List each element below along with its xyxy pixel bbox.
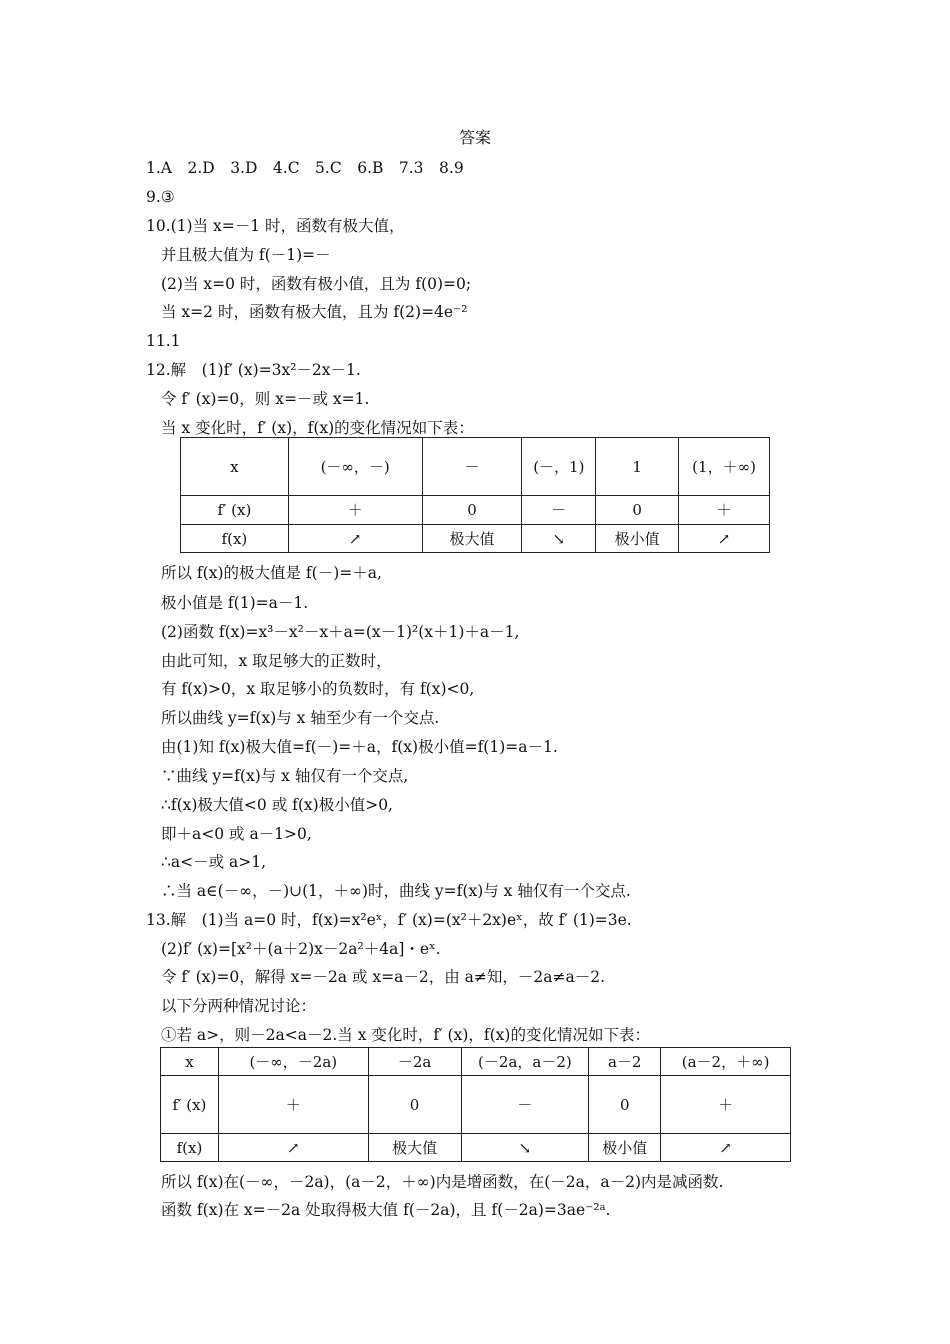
answer-line-27: ①若 a>，则－2a<a－2.当 x 变化时，f′ (x)，f(x)的变化情况如下表： [161,1026,650,1044]
table-cell: ＋ [661,1076,791,1134]
table-cell: x [181,438,289,496]
answer-line-8: 12.解 (1)f′ (x)=3x²－2x－1. [146,361,361,379]
answer-line-10: 当 x 变化时，f′ (x)，f(x)的变化情况如下表： [161,419,474,437]
answer-line-9: 令 f′ (x)=0，则 x=－或 x=1. [161,390,370,408]
table-row [181,438,770,496]
table-cell: f′ (x) [181,496,289,525]
table-cell: －2a [368,1048,461,1076]
answer-line-24: (2)f′ (x)=[x²＋(a＋2)x－2a²＋4a]・eˣ. [161,940,441,958]
table-cell: f(x) [161,1134,219,1162]
table-cell: － [522,496,596,525]
table-row [161,1048,791,1076]
table-cell: ↘ [522,525,596,553]
table-cell: 1 [596,438,679,496]
table-cell: ↗ [218,1134,368,1162]
table-cell: － [461,1076,589,1134]
answer-line-20: 即＋a<0 或 a－1>0, [161,825,312,843]
answer-line-12: 极小值是 f(1)=a－1. [161,594,309,612]
table-cell: x [161,1048,219,1076]
table-cell: 0 [596,496,679,525]
table-cell: (－∞，－2a) [218,1048,368,1076]
answer-line-25: 令 f′ (x)=0，解得 x=－2a 或 x=a－2，由 a≠知，－2a≠a－2. [161,968,606,986]
table-cell: ↗ [661,1134,791,1162]
table-row [181,525,770,553]
table-cell: 极小值 [589,1134,661,1162]
answer-line-22: ∴当 a∈(－∞，－)∪(1，＋∞)时，曲线 y=f(x)与 x 轴仅有一个交点. [161,882,631,900]
answer-line-6: 当 x=2 时，函数有极大值，且为 f(2)=4e⁻² [161,303,468,321]
answer-line-4: 并且极大值为 f(－1)=－ [161,246,331,264]
page-title: 答案 [458,128,491,147]
answer-line-5: (2)当 x=0 时，函数有极小值，且为 f(0)=0; [161,275,472,293]
answer-line-13: (2)函数 f(x)=x³－x²－x＋a=(x－1)²(x＋1)＋a－1, [161,623,520,641]
answer-line-28: 所以 f(x)在(－∞，－2a)，(a－2，＋∞)内是增函数，在(－2a，a－2)内是减函数. [161,1173,724,1191]
answer-line-7: 11.1 [146,332,181,350]
answer-line-2: 9.③ [146,188,175,206]
table-cell: － [422,438,522,496]
table-cell: (a－2，＋∞) [661,1048,791,1076]
table-cell: 极大值 [368,1134,461,1162]
table-cell: 极小值 [596,525,679,553]
answer-line-11: 所以 f(x)的极大值是 f(－)=＋a, [161,564,382,582]
table-row [181,496,770,525]
table-cell: 0 [422,496,522,525]
table-cell: 极大值 [422,525,522,553]
answer-line-3: 10.(1)当 x=－1 时，函数有极大值， [146,217,405,235]
table-cell: 0 [368,1076,461,1134]
variation-table-2 [160,1047,791,1162]
answer-line-26: 以下分两种情况讨论： [161,997,317,1015]
table-cell: a－2 [589,1048,661,1076]
table-cell: (－，1) [522,438,596,496]
answer-line-1: 1.A 2.D 3.D 4.C 5.C 6.B 7.3 8.9 [146,159,464,177]
answer-line-19: ∴f(x)极大值<0 或 f(x)极小值>0, [161,796,393,814]
answer-line-16: 所以曲线 y=f(x)与 x 轴至少有一个交点. [161,709,440,727]
answer-line-17: 由(1)知 f(x)极大值=f(－)=＋a，f(x)极小值=f(1)=a－1. [161,738,558,756]
answer-line-18: ∵曲线 y=f(x)与 x 轴仅有一个交点, [161,767,409,785]
table-cell: ↘ [461,1134,589,1162]
table-cell: ＋ [288,496,422,525]
answer-line-15: 有 f(x)>0，x 取足够小的负数时，有 f(x)<0, [161,680,475,698]
table-cell: ＋ [218,1076,368,1134]
answer-line-14: 由此可知，x 取足够大的正数时， [161,652,392,670]
table-cell: f(x) [181,525,289,553]
variation-table-1 [180,437,770,553]
answer-line-21: ∴a<－或 a>1, [161,853,267,871]
table-row [161,1134,791,1162]
answer-line-29: 函数 f(x)在 x=－2a 处取得极大值 f(－2a)，且 f(－2a)=3ae⁻²ᵃ. [161,1201,611,1219]
answer-line-23: 13.解 (1)当 a=0 时，f(x)=x²eˣ，f′ (x)=(x²＋2x)eˣ，故 f′ (1)=3e. [146,911,632,929]
table-cell: 0 [589,1076,661,1134]
table-cell: (－2a，a－2) [461,1048,589,1076]
table-cell: ↗ [288,525,422,553]
table-cell: f′ (x) [161,1076,219,1134]
table-cell: ↗ [679,525,770,553]
table-cell: ＋ [679,496,770,525]
table-cell: (－∞，－) [288,438,422,496]
table-row [161,1076,791,1134]
table-cell: (1，＋∞) [679,438,770,496]
